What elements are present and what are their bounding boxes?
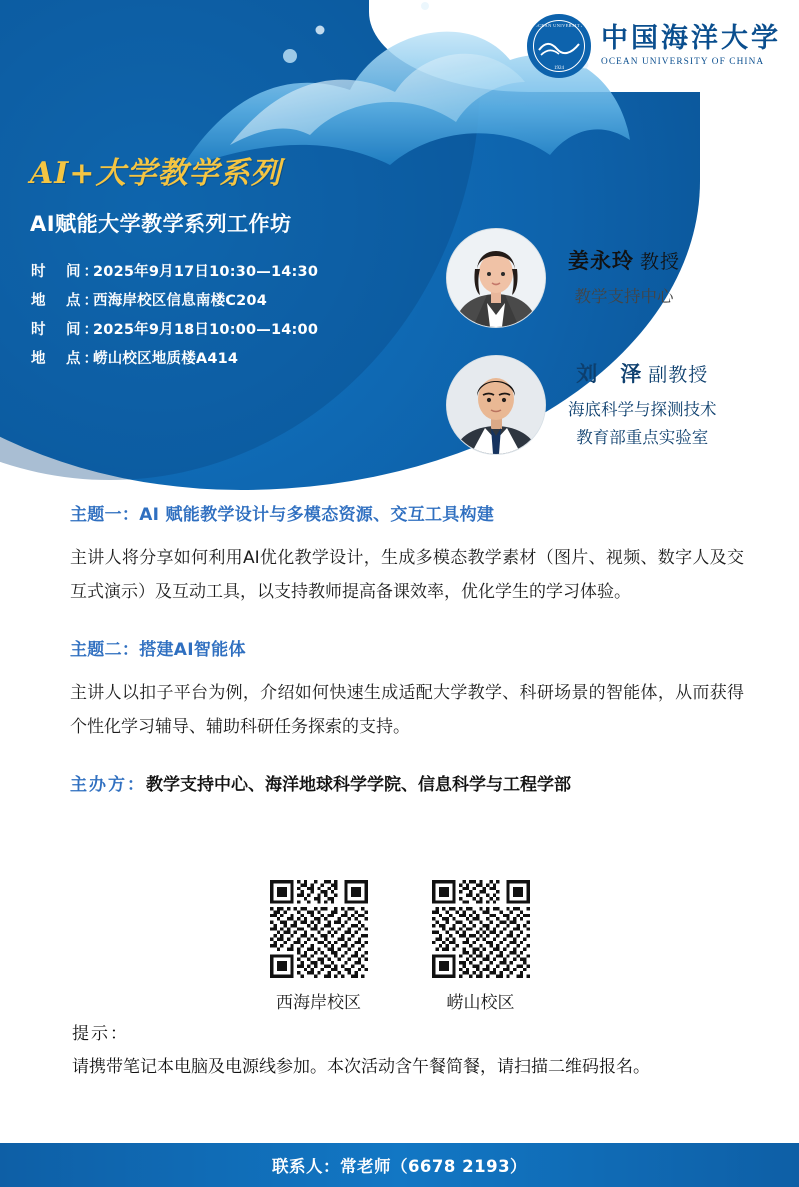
schedule-value: 2025年9月17日10:30—14:30 [93, 264, 319, 280]
seal-year: 1924 [554, 66, 564, 71]
schedule-label: 时 间： [31, 264, 101, 280]
schedule-label: 地 点： [31, 293, 101, 309]
notice-text: 请携带笔记本电脑及电源线参加。本次活动含午餐简餐，请扫描二维码报名。 [72, 1057, 650, 1077]
poster-header [0, 0, 799, 490]
schedule-row [31, 287, 318, 316]
speaker-org [568, 396, 717, 452]
schedule-row [31, 316, 318, 345]
qr-code-label: 西海岸校区 [276, 993, 361, 1013]
schedule-value: 崂山校区地质楼A414 [93, 351, 239, 367]
schedule-row [31, 345, 318, 374]
schedule-label: 时 间： [31, 322, 101, 338]
speaker-name [568, 358, 717, 388]
speaker-portrait-jiang [446, 228, 546, 328]
poster-body [0, 500, 799, 795]
speaker-org [568, 283, 680, 311]
speaker-card [446, 228, 680, 328]
university-name-en: OCEAN UNIVERSITY OF CHINA [601, 56, 765, 67]
university-logo [527, 14, 781, 78]
speaker-name-text: 刘 泽 [576, 362, 643, 386]
speaker-name [568, 245, 680, 275]
university-seal-icon [527, 14, 591, 78]
topic-body-2: 主讲人以扣子平台为例，介绍如何快速生成适配大学教学、科研场景的智能体，从而获得个性化学习辅导、辅助科研任务探索的支持。 [70, 683, 744, 737]
avatar [447, 229, 545, 327]
avatar [447, 356, 545, 454]
speaker-org-line: 教学支持中心 [574, 287, 674, 306]
series-title: AI+大学教学系列 [30, 156, 282, 191]
qr-code-section [0, 880, 799, 1013]
qr-code-xihaian[interactable] [270, 880, 368, 978]
qr-code-image [432, 880, 530, 978]
qr-code-item [270, 880, 368, 1013]
schedule-row [31, 258, 318, 287]
speaker-rank: 教授 [640, 251, 681, 273]
university-name-cn: 中国海洋大学 [601, 23, 781, 55]
topic-body-1: 主讲人将分享如何利用AI优化教学设计，生成多模态教学素材（图片、视频、数字人及交互式演示）及互动工具，以支持教师提高备课效率，优化学生的学习体验。 [70, 548, 744, 602]
organizers-value: 教学支持中心、海洋地球科学学院、信息科学与工程学部 [146, 775, 571, 795]
organizers-label: 主办方： [70, 775, 146, 795]
seal-ring-text: OCEAN UNIVERSITY [534, 23, 584, 28]
workshop-title: AI赋能大学教学系列工作坊 [30, 212, 292, 236]
speaker-org-line: 海底科学与探测技术 [568, 400, 717, 419]
notice-block [72, 1018, 650, 1084]
qr-code-image [270, 880, 368, 978]
speaker-name-text: 姜永玲 [568, 249, 634, 273]
qr-code-item [432, 880, 530, 1013]
schedule-list [31, 258, 318, 374]
speaker-rank: 副教授 [648, 364, 709, 386]
speaker-portrait-liu [446, 355, 546, 455]
schedule-value: 2025年9月18日10:00—14:00 [93, 322, 319, 338]
seal-wave-icon [537, 36, 581, 56]
topic-heading-1: 主题一：AI 赋能教学设计与多模态资源、交互工具构建 [70, 505, 495, 525]
schedule-value: 西海岸校区信息南楼C204 [93, 293, 268, 309]
footer-contact-bar [0, 1143, 799, 1187]
footer-contact-text: 联系人：常老师（6678 2193） [271, 1157, 528, 1176]
topic-heading-2: 主题二：搭建AI智能体 [70, 640, 246, 660]
schedule-label: 地 点： [31, 351, 101, 367]
speaker-card [446, 355, 717, 455]
qr-code-label: 崂山校区 [446, 993, 515, 1013]
organizers [70, 770, 799, 795]
qr-code-laoshan[interactable] [432, 880, 530, 978]
speaker-org-line: 教育部重点实验室 [576, 428, 709, 447]
notice-title: 提示： [72, 1024, 129, 1044]
